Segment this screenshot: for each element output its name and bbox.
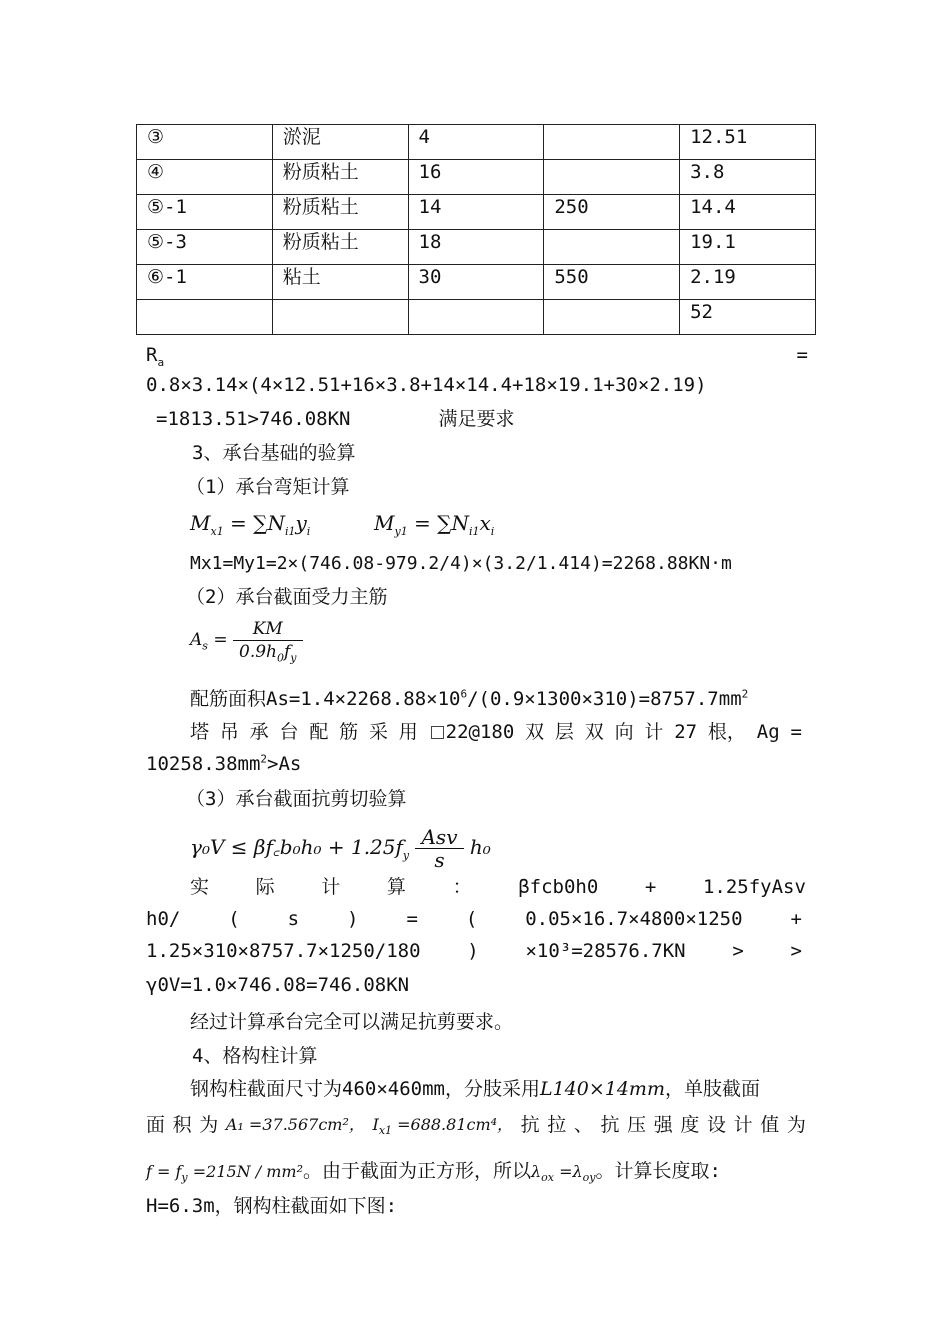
word: 积 [172,1114,192,1136]
ra-result: =1813.51>746.08KN 满足要求 [156,408,515,430]
table-row [137,195,816,230]
word: 配 [309,721,329,743]
shear-fraction: $\frac{\text{Asv}}{s}$ [415,826,463,871]
word: ) [347,908,359,930]
ra-symbol: $R_a$ [146,344,165,369]
word: = [406,908,418,930]
word: 层 [554,721,574,743]
word: s [287,908,300,930]
table-cell: 粘土 [272,265,408,300]
column-para-line-3: $f = f_y =215N / mm^2$。由于截面为正方形，所以$\lambda_{ox} =\lambda_{oy}$。计算长度取: [146,1160,721,1185]
table-row [137,265,816,300]
column-para-line-4: H=6.3m，钢构柱截面如下图: [146,1195,398,1217]
word: ) [467,940,479,962]
table-row [137,160,816,195]
rebar-grade-icon [431,726,444,739]
table-cell: 16 [408,160,544,195]
ra-equals: = [796,344,808,366]
word: 双 [525,721,545,743]
word: 0.05×16.7×4800×1250 [525,908,743,930]
section-4-title: 4、格构柱计算 [192,1045,318,1067]
table-cell: 14.4 [680,195,816,230]
steel-area-calculation: 配筋面积$As=1.4\times 2268.88\times 10^6/(0.9\times 1300\times 310)=8757.7mm^2$ [190,687,749,710]
table-cell: 2.19 [680,265,816,300]
shear-formula: γ₀V ≤ βf꜀b₀h₀ + $1.25f_y$ $\frac{\text{Asv}}{s}$ h₀ [190,825,491,872]
table-cell [544,230,680,265]
calc-line-4: γ0V=1.0×746.08=746.08KN [146,974,410,996]
table-cell: 250 [544,195,680,230]
table-cell: 4 [408,125,544,160]
calc-line-1 [190,874,806,900]
table-row [137,125,816,160]
section-3-title: 3、承台基础的验算 [192,442,356,464]
word: βfcb0h0 [518,876,599,898]
word: 用 [398,721,418,743]
table-cell: ④ [137,160,273,195]
word: 值 [760,1114,780,1136]
shear-conclusion: 经过计算承台完全可以满足抗剪要求。 [190,1011,514,1033]
column-para-line-2 [146,1112,806,1138]
word: 度 [680,1114,700,1136]
inertia-value: $I_{x1} =688.81cm^4$， [372,1115,514,1138]
word: = [790,721,802,743]
word: 抗 [520,1114,540,1136]
word: 拉 [547,1114,567,1136]
ra-header-line [146,342,808,368]
table-cell [408,300,544,335]
table-cell: 52 [680,300,816,335]
word: 抗 [600,1114,620,1136]
word: 承 [249,721,269,743]
word: 双 [584,721,604,743]
moment-calculation: Mx1=My1=2×(746.08-979.2/4)×(3.2/1.414)=2268.88KN·m [190,553,732,574]
word: ： [452,876,472,898]
rebar-line-1 [190,719,802,745]
calc-line-3 [146,938,802,964]
word: 根， [707,721,746,743]
subsection-2-title: （2）承台截面受力主筋 [186,586,388,608]
moment-formula-x: $M_{x1} = \sum N_{i1}y_i$ [190,511,311,538]
table-cell: 19.1 [680,230,816,265]
table-row [137,230,816,265]
word: 算 [386,876,406,898]
table-cell: 18 [408,230,544,265]
word: 计 [321,876,341,898]
word: 为 [786,1114,806,1136]
table-cell: 14 [408,195,544,230]
word: 塔 [190,721,210,743]
word: 计 [644,721,664,743]
table-cell: 3.8 [680,160,816,195]
word: 强 [653,1114,673,1136]
word: 台 [279,721,299,743]
table-cell: ⑤-3 [137,230,273,265]
column-para-line-1: 钢构柱截面尺寸为460×460mm，分肢采用L140×14mm，单肢截面 [190,1078,760,1100]
steel-area-fraction: $\frac{KM}{0.9h_0f_y}$ [233,618,303,663]
moment-formula-y: $M_{y1} = \sum N_{i1}x_i$ [374,511,495,538]
word: 面 [146,1114,166,1136]
word: 际 [255,876,275,898]
word: 吊 [219,721,239,743]
steel-area-formula: $A_s$ = $\frac{KM}{0.9h_0f_y}$ [190,618,303,663]
table-cell: 12.51 [680,125,816,160]
table-cell: 30 [408,265,544,300]
table-cell: 淤泥 [272,125,408,160]
word: > [790,940,802,962]
word: 采 [368,721,388,743]
word: Ag [756,721,780,743]
rebar-spec [429,719,515,745]
rebar-spec-text: 22@180 [445,721,515,743]
word: + [644,876,657,898]
area-value: A₁ =37.567cm²， [225,1115,365,1134]
table-cell [544,300,680,335]
word: 筋 [339,721,359,743]
calc-line-2 [146,906,802,932]
table-cell [544,125,680,160]
table-cell [272,300,408,335]
table-cell: ⑤-1 [137,195,273,230]
word: 设 [707,1114,727,1136]
table-cell: 550 [544,265,680,300]
word: 27 [674,721,698,743]
table-cell: 粉质粘土 [272,195,408,230]
subsection-3-title: （3）承台截面抗剪切验算 [186,788,407,810]
soil-layer-table [136,124,816,335]
table-row [137,300,816,335]
word: 1.25fyAsv [702,876,806,898]
word: > [732,940,744,962]
table-cell: ③ [137,125,273,160]
table-cell [544,160,680,195]
subsection-1-title: （1）承台弯矩计算 [186,476,350,498]
word: 计 [733,1114,753,1136]
word: 、 [573,1114,593,1136]
table-cell [137,300,273,335]
word: 1.25×310×8757.7×1250/180 [146,940,421,962]
word: 实 [190,876,210,898]
word: 压 [627,1114,647,1136]
rebar-line-2: $10258.38mm^2>As$ [146,752,302,775]
word: + [790,908,802,930]
word: ×10³=28576.7KN [525,940,686,962]
word: 向 [614,721,634,743]
word: 为 [199,1114,219,1136]
word: ( [465,908,478,930]
table-cell: 粉质粘土 [272,160,408,195]
table-cell: ⑥-1 [137,265,273,300]
word: ( [228,908,240,930]
word: h0/ [146,908,181,930]
table-cell: 粉质粘土 [272,230,408,265]
ra-expression: 0.8×3.14×(4×12.51+16×3.8+14×14.4+18×19.1+30×2.19) [146,374,707,396]
